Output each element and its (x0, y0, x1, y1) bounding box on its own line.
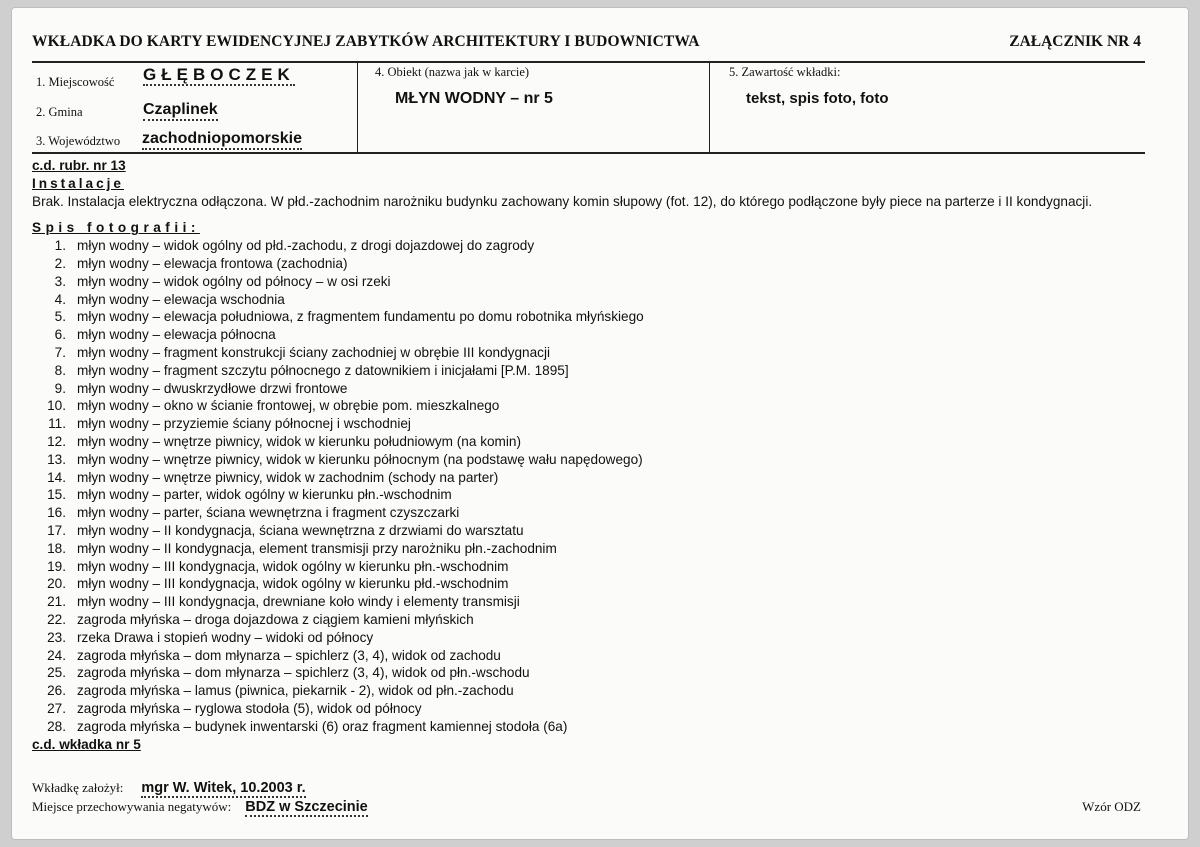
storage-label: Miejsce przechowywania negatywów: (32, 799, 232, 814)
list-item: 19. młyn wodny – III kondygnacja, widok ogólny w kierunku płn.-wschodnim (47, 558, 509, 574)
divider-left (357, 62, 358, 153)
form-pattern-label: Wzór ODZ (1082, 799, 1141, 814)
list-item: 21. młyn wodny – III kondygnacja, drewniane koło windy i elementy transmisji (47, 594, 520, 610)
voivodeship-value: zachodniopomorskie (142, 130, 302, 150)
list-item: 22. zagroda młyńska – droga dojazdowa z ciągiem kamieni młyńskich (47, 611, 474, 627)
commune-value: Czaplinek (143, 101, 218, 121)
divider-right (709, 62, 710, 153)
list-item: 13. młyn wodny – wnętrze piwnicy, widok w kierunku północnym (na podstawę wału napędowego) (47, 451, 643, 467)
document-body (32, 157, 1172, 753)
list-item: 25. zagroda młyńska – dom młynarza – spichlerz (3, 4), widok od płn.-wschodu (47, 665, 530, 681)
contents-label: 5. Zawartość wkładki: (729, 65, 841, 79)
list-item: 15. młyn wodny – parter, widok ogólny w kierunku płn.-wschodnim (47, 487, 452, 503)
object-label: 4. Obiekt (nazwa jak w karcie) (375, 65, 530, 79)
list-item: 7. młyn wodny – fragment konstrukcji ściany zachodniej w obrębie III kondygnacji (54, 344, 550, 360)
list-item: 16. młyn wodny – parter, ściana wewnętrzna i fragment czyszczarki (47, 505, 460, 521)
list-item: 20. młyn wodny – III kondygnacja, widok ogólny w kierunku płd.-wschodnim (47, 576, 509, 592)
annex-number: ZAŁĄCZNIK NR 4 (1009, 33, 1141, 50)
list-item: 14. młyn wodny – wnętrze piwnicy, widok w zachodnim (schody na parter) (47, 469, 499, 485)
list-item: 18. młyn wodny – II kondygnacja, element transmisji przy narożniku płn.-zachodnim (47, 540, 557, 556)
list-item: 17. młyn wodny – II kondygnacja, ściana wewnętrzna z drzwiami do warsztatu (47, 522, 524, 538)
installations-text: Brak. Instalacja elektryczna odłączona. W płd.-zachodnim narożniku budynku zachowany komin słupowy (fot. 12), do którego podłączone były piece na parterze i II kondygnacji. (32, 193, 1093, 209)
created-by-line (32, 780, 306, 796)
list-item: 3. młyn wodny – widok ogólny od północy – w osi rzeki (54, 273, 391, 289)
list-item: 23. rzeka Drawa i stopień wodny – widoki od północy (47, 629, 374, 645)
document-title: WKŁADKA DO KARTY EWIDENCYJNEJ ZABYTKÓW ARCHITEKTURY I BUDOWNICTWA (32, 33, 700, 50)
list-item: 11. młyn wodny – przyziemie ściany północnej i wschodniej (48, 416, 411, 432)
locality-label: 1. Miejscowość (36, 75, 115, 89)
storage-value: BDZ w Szczecinie (245, 799, 368, 815)
list-item: 5. młyn wodny – elewacja południowa, z fragmentem fundamentu po domu robotnika młyńskiego (54, 309, 644, 325)
document-sheet (12, 8, 1188, 839)
photo-list (32, 237, 1172, 735)
continuation-heading: c.d. rubr. nr 13 (32, 158, 126, 173)
installations-heading: Instalacje (32, 175, 124, 191)
storage-line (32, 799, 368, 815)
voivodeship-label: 3. Województwo (36, 134, 121, 148)
contents-value: tekst, spis foto, foto (746, 90, 889, 107)
list-item: 1. młyn wodny – widok ogólny od płd.-zachodu, z drogi dojazdowej do zagrody (54, 238, 535, 254)
list-item: 9. młyn wodny – dwuskrzydłowe drzwi frontowe (54, 380, 348, 396)
list-item: 10. młyn wodny – okno w ścianie frontowej, w obrębie pom. mieszkalnego (47, 398, 500, 414)
list-item: 27. zagroda młyńska – ryglowa stodoła (5), widok od północy (47, 700, 422, 716)
commune-label: 2. Gmina (36, 105, 83, 119)
list-item: 6. młyn wodny – elewacja północna (54, 327, 276, 343)
list-item: 24. zagroda młyńska – dom młynarza – spichlerz (3, 4), widok od zachodu (47, 647, 501, 663)
list-item: 8. młyn wodny – fragment szczytu północnego z datownikiem i inicjałami [P.M. 1895] (54, 362, 569, 378)
created-by-value: mgr W. Witek, 10.2003 r. (141, 780, 306, 796)
list-item: 2. młyn wodny – elewacja frontowa (zachodnia) (54, 255, 348, 271)
list-item: 26. zagroda młyńska – lamus (piwnica, piekarnik - 2), widok od płn.-zachodu (47, 683, 514, 699)
photos-heading: Spis fotografii: (32, 220, 200, 236)
locality-value: GŁĘBOCZEK (143, 65, 295, 84)
list-item: 4. młyn wodny – elewacja wschodnia (54, 291, 285, 307)
list-item: 12. młyn wodny – wnętrze piwnicy, widok w kierunku południowym (na komin) (47, 433, 521, 449)
list-item: 28. zagroda młyńska – budynek inwentarski (6) oraz fragment kamiennej stodoła (6a) (47, 718, 568, 734)
object-value: MŁYN WODNY – nr 5 (395, 90, 553, 107)
continuation-insert-note: c.d. wkładka nr 5 (32, 736, 141, 752)
created-by-label: Wkładkę założył: (32, 780, 124, 795)
header-top-rule (32, 61, 1145, 63)
header-bottom-rule (32, 152, 1145, 154)
